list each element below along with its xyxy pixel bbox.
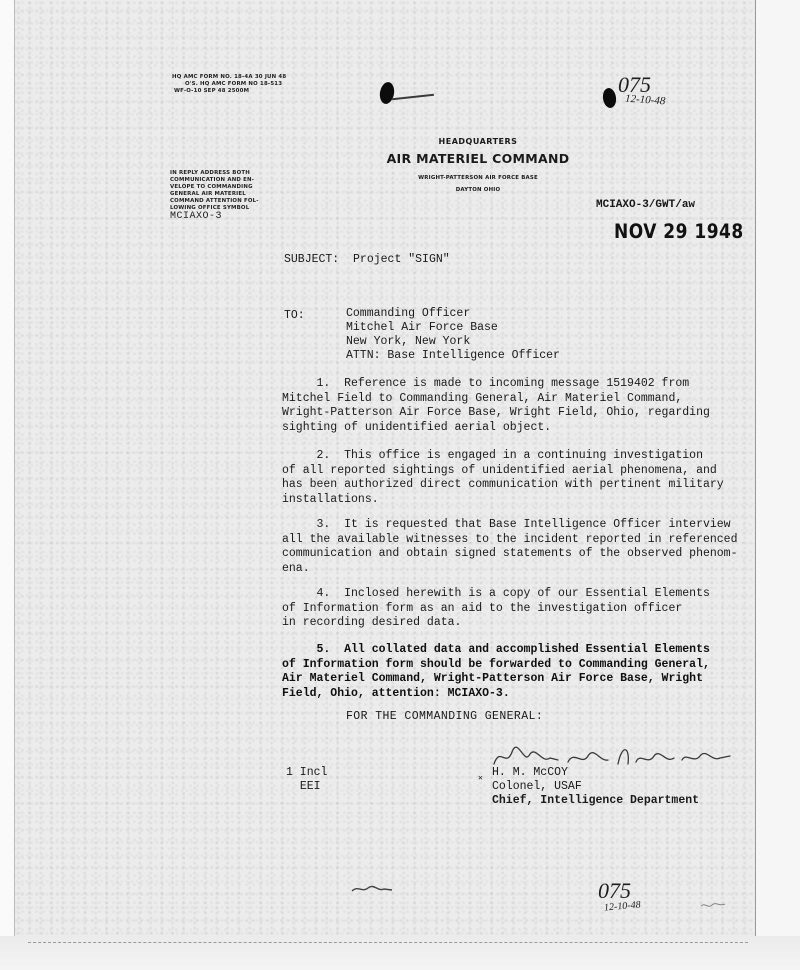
- ink-blot: [602, 87, 618, 109]
- paragraph-1: 1. Reference is made to incoming message 1519402 from Mitchel Field to Commanding General, Air Materiel Command, Wright-Patterson Air Force Base, Wright Field, Ohio, regarding sighting of unidentified aerial object.: [282, 377, 710, 434]
- handwritten-date-bottom: 12-10-48: [603, 899, 642, 914]
- signatory-title: Chief, Intelligence Department: [492, 794, 700, 807]
- form-number-line: HQ AMC FORM NO. 18-4A 30 JUN 48: [172, 74, 287, 80]
- subject-line: [284, 253, 450, 266]
- signature-mark: ✕: [478, 774, 483, 783]
- reply-instructions: [170, 170, 288, 220]
- handwritten-date: 12-10-48: [624, 92, 666, 108]
- inclosure-item: EEI: [299, 780, 321, 793]
- ink-blot: [378, 81, 396, 105]
- addressee-line: ATTN: Base Intelligence Officer: [346, 349, 560, 362]
- addressee-block: [346, 307, 560, 363]
- letterhead-base: WRIGHT-PATTERSON AIR FORCE BASE: [418, 175, 538, 181]
- form-number-line: O'S. HQ AMC FORM NO 18-513: [185, 81, 283, 87]
- reply-instruction-line: IN REPLY ADDRESS BOTH: [170, 170, 250, 176]
- letterhead: [378, 137, 578, 193]
- inclosure-block: [286, 766, 327, 794]
- fold-line: [28, 942, 748, 943]
- paragraph-4: 4. Inclosed herewith is a copy of our Essential Elements of Information form as an aid to the investigation officer in recording desired data.: [282, 587, 710, 630]
- page-left-edge: [0, 0, 15, 970]
- handwritten-scribble: [700, 900, 726, 910]
- letterhead-command: AIR MATERIEL COMMAND: [386, 151, 570, 166]
- signatory-rank: Colonel, USAF: [492, 780, 582, 793]
- page-right-edge: [755, 0, 800, 970]
- handwritten-scribble: [350, 884, 394, 894]
- form-number-line: WF-O-10 SEP 48 2500M: [174, 88, 250, 94]
- paragraph-5: 5. All collated data and accomplished Essential Elements of Information form should be forwarded to Commanding General, Air Materiel Command, Wright-Patterson Air Force Base, Wright Field, Ohio, attention: MCIAXO-3.: [282, 643, 710, 700]
- paragraph-3: 3. It is requested that Base Intelligence Officer interview all the available witnesses to the incident reported in referenced communication and obtain signed statements of the observed phenom- ena.: [282, 518, 738, 575]
- reply-instruction-line: COMMUNICATION AND EN-: [170, 177, 255, 183]
- reply-instruction-line: GENERAL AIR MATERIEL: [170, 191, 246, 197]
- reply-instruction-line: LOWING OFFICE SYMBOL: [170, 205, 250, 211]
- addressee-label: TO:: [284, 309, 305, 322]
- addressee-line: New York, New York: [346, 335, 471, 348]
- letterhead-city: DAYTON OHIO: [455, 187, 501, 193]
- inclosure-count: 1 Incl: [286, 766, 328, 779]
- signature-block: [478, 766, 700, 808]
- closing-line: FOR THE COMMANDING GENERAL:: [346, 710, 544, 723]
- handwritten-doc-number: 075: [618, 72, 651, 97]
- addressee-line: Mitchel Air Force Base: [346, 321, 498, 334]
- handwritten-doc-number-bottom: 075: [598, 878, 631, 903]
- addressee-line: Commanding Officer: [346, 307, 471, 320]
- office-symbol: MCIAXO-3/GWT/aw: [596, 199, 696, 211]
- paragraph-2: 2. This office is engaged in a continuing investigation of all reported sightings of unidentified aerial phenomena, and has been authorized direct communication with pertinent military installations.: [282, 449, 724, 506]
- date-stamp: NOV 29 1948: [614, 220, 744, 244]
- form-numbers: [172, 74, 322, 95]
- reply-instruction-line: COMMAND ATTENTION FOL-: [170, 198, 259, 204]
- letterhead-headquarters: HEADQUARTERS: [438, 137, 518, 146]
- subject-label: SUBJECT:: [284, 253, 340, 266]
- page-bottom-edge: [0, 936, 800, 970]
- reply-office-symbol: MCIAXO-3: [170, 211, 223, 222]
- signatory-name: H. M. McCOY: [492, 766, 568, 779]
- subject-text: Project "SIGN": [353, 253, 450, 266]
- ink-stroke: [392, 94, 434, 100]
- reply-instruction-line: VELOPE TO COMMANDING: [170, 184, 253, 190]
